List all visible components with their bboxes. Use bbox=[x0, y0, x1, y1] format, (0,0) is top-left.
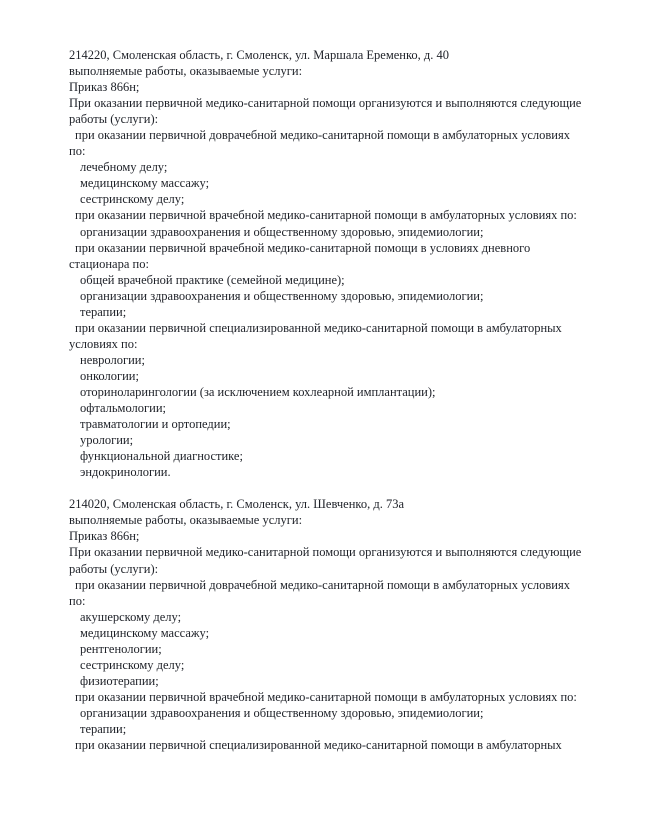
text-line: стационара по: bbox=[69, 256, 149, 271]
text-line: при оказании первичной врачебной медико-санитарной помощи в условиях дневного bbox=[75, 240, 531, 255]
text-line: при оказании первичной специализированной медико-санитарной помощи в амбулаторных bbox=[75, 738, 562, 753]
text-line: неврологии; bbox=[80, 352, 145, 367]
text-line: медицинскому массажу; bbox=[80, 176, 210, 191]
text-line: При оказании первичной медико-санитарной помощи организуются и выполняются следующие bbox=[69, 545, 582, 560]
text-line: оториноларингологии (за исключением кохлеарной имплантации); bbox=[80, 384, 436, 399]
text-line: физиотерапии; bbox=[80, 673, 159, 688]
text-block bbox=[69, 47, 613, 480]
text-line: по: bbox=[69, 593, 86, 608]
text-line: Приказ 866н; bbox=[69, 80, 140, 95]
text-line: сестринскому делу; bbox=[80, 657, 185, 672]
text-line: организации здравоохранения и общественному здоровью, эпидемиологии; bbox=[80, 705, 484, 720]
text-line: организации здравоохранения и общественному здоровью, эпидемиологии; bbox=[80, 224, 484, 239]
text-line: Приказ 866н; bbox=[69, 529, 140, 544]
text-line: эндокринологии. bbox=[80, 465, 171, 480]
text-line: акушерскому делу; bbox=[80, 609, 182, 624]
text-line: условиях по: bbox=[69, 336, 138, 351]
text-line: При оказании первичной медико-санитарной помощи организуются и выполняются следующие bbox=[69, 96, 582, 111]
text-line: рентгенологии; bbox=[80, 641, 162, 656]
text-line: по: bbox=[69, 144, 86, 159]
text-line: онкологии; bbox=[80, 368, 139, 383]
text-line: функциональной диагностике; bbox=[80, 449, 243, 464]
text-line: терапии; bbox=[80, 304, 127, 319]
text-line: медицинскому массажу; bbox=[80, 625, 210, 640]
text-line: при оказании первичной врачебной медико-санитарной помощи в амбулаторных условиях по: bbox=[75, 208, 577, 223]
text-line: при оказании первичной специализированной медико-санитарной помощи в амбулаторных bbox=[75, 320, 562, 335]
text-line: при оказании первичной врачебной медико-санитарной помощи в амбулаторных условиях по: bbox=[75, 689, 577, 704]
text-line: урологии; bbox=[80, 433, 134, 448]
text-line: организации здравоохранения и общественному здоровью, эпидемиологии; bbox=[80, 288, 484, 303]
text-block bbox=[69, 496, 613, 753]
document-body bbox=[69, 47, 613, 753]
text-line: выполняемые работы, оказываемые услуги: bbox=[69, 513, 303, 528]
text-line: лечебному делу; bbox=[80, 160, 168, 175]
text-line: выполняемые работы, оказываемые услуги: bbox=[69, 64, 303, 79]
text-line: общей врачебной практике (семейной медицине); bbox=[80, 272, 345, 287]
text-line: терапии; bbox=[80, 721, 127, 736]
text-line: при оказании первичной доврачебной медико-санитарной помощи в амбулаторных условиях bbox=[75, 128, 570, 143]
text-line: 214220, Смоленская область, г. Смоленск, ул. Маршала Еременко, д. 40 bbox=[69, 48, 450, 62]
text-line: при оказании первичной доврачебной медико-санитарной помощи в амбулаторных условиях bbox=[75, 577, 570, 592]
text-line: офтальмологии; bbox=[80, 401, 167, 416]
text-line: сестринскому делу; bbox=[80, 192, 185, 207]
text-line: 214020, Смоленская область, г. Смоленск, ул. Шевченко, д. 73а bbox=[69, 497, 404, 512]
text-line: травматологии и ортопедии; bbox=[80, 417, 231, 432]
text-line: работы (услуги): bbox=[69, 561, 159, 576]
text-line: работы (услуги): bbox=[69, 112, 159, 127]
